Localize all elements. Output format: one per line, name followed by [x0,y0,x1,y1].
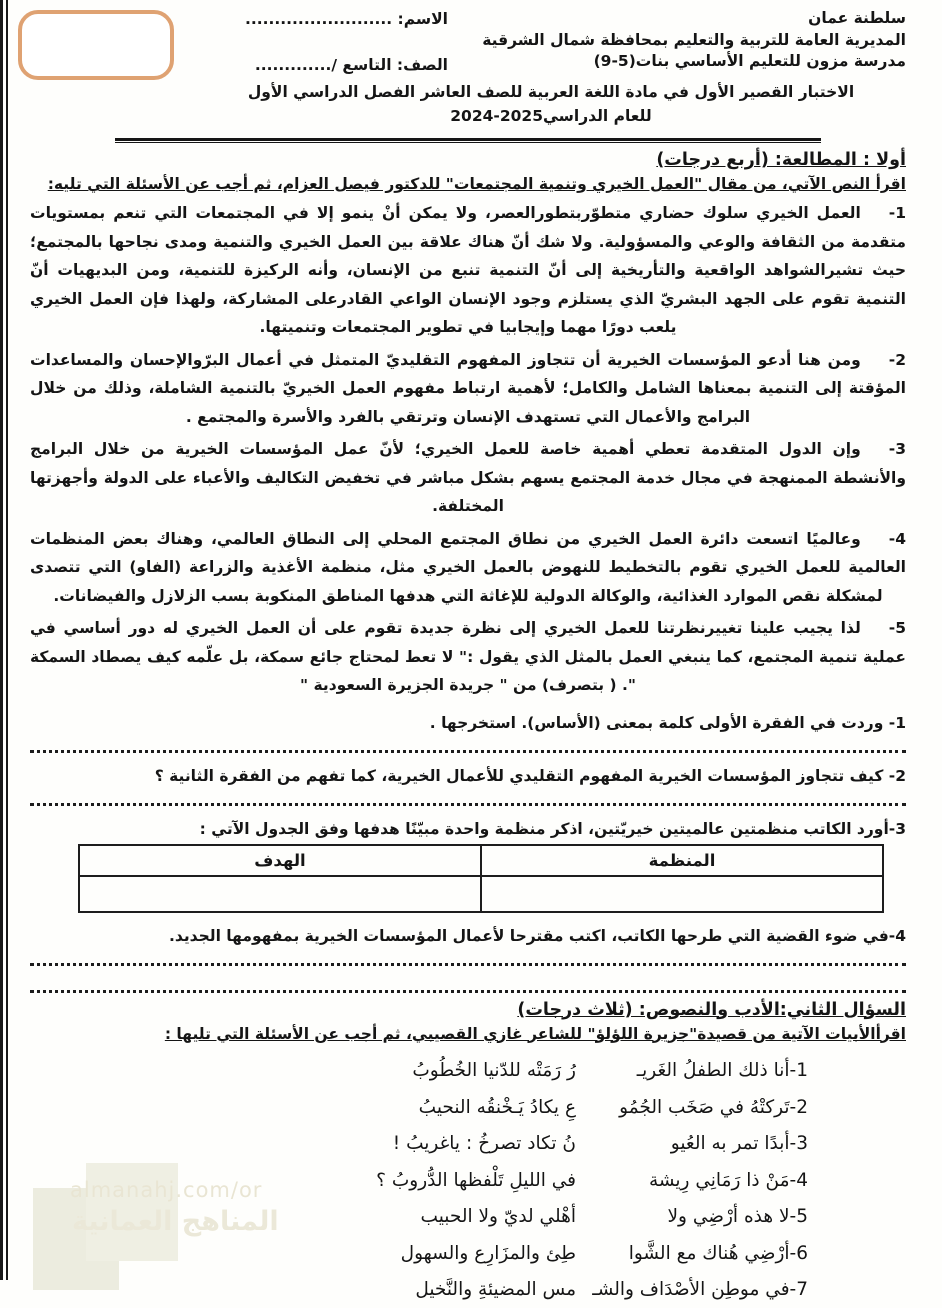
verse-second-hemistich: رُ رَمَتْه للدّنيا الخُطُوبُ [322,1060,576,1081]
poem-verse [322,1126,808,1163]
watermark-label: المناهج العمانية [72,1206,279,1237]
verse-first-hemistich: 5-لا هذه أرْضِي ولا [576,1206,808,1227]
paragraph-text: العمل الخيري سلوك حضاري متطوّربتطورالعصر، ولا يمكن أنْ ينمو إلا في المجتمعات التي تنعم بمستويات متقدمة من الثقافة والوعي والمسؤولية. ولا شك أنّ هناك علاقة بين العمل الخيري والتنمية ومدى نجاحها بالمجتمع؛ حيث تشيرالشواهد الواقعية والتأريخية إلى أنّ التنمية تنبع من الإنسان، وأنه الركيزة للتنمية، ومن البديهيات أنّ التنمية تقوم على الجهد البشريّ الذي يستلزم وجود الإنسان الواعي القادرعلى المشاركة، ولهذا فإن العمل الخيري يلعب دورًا مهما وإيجابيا في تطوير المجتمعات وتنميتها. [30,204,906,336]
org-line-directorate: المديرية العامة للتربية والتعليم بمحافظة شمال الشرقية [482,30,906,52]
org-line-school: مدرسة مزون للتعليم الأساسي بنات(5-9) [482,51,906,73]
reading-paragraph [30,435,906,521]
paragraph-number: 5- [889,619,906,637]
organization-block [482,8,906,73]
answer-line [30,750,906,753]
student-name-field: الاسم: ......................... [245,10,448,28]
question-4: 4-في ضوء القضية التي طرحها الكاتب، اكتب مقترحا لأعمال المؤسسات الخيرية بمفهومها الجديد. [30,927,906,945]
paragraph-text: وإن الدول المتقدمة تعطي أهمية خاصة للعمل الخيري؛ لأنّ عمل المؤسسات الخيرية من خلال البرامج والأنشطة الممنهجة في مجال خدمة المجتمع يسهم بشكل مباشر في تخفيض التكاليف والأعباء على الدولة وأجهزتها المختلفة. [30,440,906,515]
section1-title: أولا : المطالعة: (أربع درجات) [30,150,906,170]
reading-paragraph [30,346,906,432]
reading-text [30,199,906,700]
exam-title: الاختبار القصير الأول في مادة اللغة العربية للصف العاشر الفصل الدراسي الأول [236,83,866,101]
org-line-country: سلطنة عمان [482,8,906,30]
verse-second-hemistich: مس المضيئةِ والنَّخيل [322,1279,576,1300]
watermark-url: almanahj.com/or [70,1178,262,1202]
reading-paragraph [30,525,906,611]
table-cell-goal-answer [79,876,481,912]
paragraph-number: 3- [889,440,906,458]
question-3: 3-أورد الكاتب منظمتين عالميتين خيريّتين، اذكر منظمة واحدة مبيّنًا هدفها وفق الجدول الآتي : [30,820,906,838]
paragraph-number: 2- [889,351,906,369]
verse-second-hemistich: طِئ والمزَارِع والسهول [322,1243,576,1264]
student-class-field: الصف: التاسع /............. [255,56,448,74]
section1-intro: اقرأ النص الآتي، من مقال "العمل الخيري وتنمية المجتمعات" للدكتور فيصل العزام، ثم أجب عن الأسئلة التي تليه: [30,175,906,193]
answer-line [30,803,906,806]
paragraph-number: 1- [889,204,906,222]
verse-second-hemistich: في الليلِ تَلْفظها الدُّروبُ ؟ [322,1170,576,1191]
verse-second-hemistich: عِ يكادُ يَـخْنقُه النحيبُ [322,1097,576,1118]
verse-second-hemistich: أهْلي لديّ ولا الحبيب [322,1206,576,1227]
score-box [18,10,174,80]
reading-paragraph [30,614,906,700]
verse-first-hemistich: 6-أرْضِي هُناك مع الشَّوا [576,1243,808,1264]
poem-verse [322,1089,808,1126]
verse-first-hemistich: 4-مَنْ ذا رَمَانِي رِيشة [576,1170,808,1191]
academic-year: للعام الدراسي2025-2024 [236,107,866,125]
poem-block [322,1053,808,1308]
poem-verse [322,1199,808,1236]
verse-first-hemistich: 3-أبدًا تمر به العُيو [576,1133,808,1154]
verse-first-hemistich: 2-تَركتْهُ في صَخَب الجُمُو [576,1097,808,1118]
poem-verse [322,1235,808,1272]
answer-line [30,963,906,966]
poem-verse [322,1053,808,1090]
table-header-organization: المنظمة [481,845,883,876]
verse-first-hemistich: 7-في موطِن الأصْدَاف والشـ [576,1279,808,1300]
header-separator [115,138,821,143]
paragraph-text: لذا يجيب علينا تغييرنظرتنا للعمل الخيري إلى نظرة جديدة تقوم على أن العمل الخيري له دور أساسي في عملية تنمية المجتمع، كما ينبغي العمل بالمثل الذي يقول :" لا تعط لمحتاج جائع سمكة، بل علّمه كيف يصطاد السمكة ". ( بتصرف) من " جريدة الجزيرة السعودية " [30,619,906,694]
verse-second-hemistich: نُ تكاد تصرخُ : ياغريبُ ! [322,1133,576,1154]
table-header-goal: الهدف [79,845,481,876]
question-1: 1- وردت في الفقرة الأولى كلمة بمعنى (الأساس). استخرجها . [30,714,906,732]
section2-title: السؤال الثاني:الأدب والنصوص: (ثلاث درجات) [30,1000,906,1020]
verse-first-hemistich: 1-أنا ذلك الطفلُ الغَريـ [576,1060,808,1081]
table-cell-organization-answer [481,876,883,912]
organization-goal-table [78,844,884,913]
poem-verse [322,1272,808,1308]
paragraph-text: ومن هنا أدعو المؤسسات الخيرية أن تتجاوز المفهوم التقليديّ المتمثل في أعمال البرّوالإحسان والمساعدات المؤقتة إلى التنمية بمعناها الشامل والكامل؛ لأهمية ارتباط مفهوم العمل الخيريّ بالتنمية الشاملة، وذلك من خلال البرامج والأعمال التي تستهدف الإنسان وترتقي بالفرد والأسرة والمجتمع . [30,351,906,426]
paragraph-text: وعالميًا اتسعت دائرة العمل الخيري من نطاق المجتمع المحلي إلى النطاق العالمي، وهناك بعض المنظمات العالمية للعمل الخيري تقوم بالتخطيط للنهوض بالعمل الخيري مثل، منظمة الأغذية والزراعة (الفاو) التي تتصدى لمشكلة نقص الموارد الغذائية، والوكالة الدولية للإغاثة التي هدفها المناطق المنكوبة بسب الزلازل والفيضانات. [30,530,906,605]
paragraph-number: 4- [889,530,906,548]
answer-line [30,990,906,993]
reading-paragraph [30,199,906,342]
poem-verse [322,1162,808,1199]
section2-intro: اقرأالأبيات الآتية من قصيدة"جزيرة اللؤلؤ" للشاعر غازي القصيبي، ثم أجب عن الأسئلة التي تليها : [30,1025,906,1043]
scan-edge-line [0,0,8,1280]
question-2: 2- كيف تتجاوز المؤسسات الخيرية المفهوم التقليدي للأعمال الخيرية، كما تفهم من الفقرة الثانية ؟ [30,767,906,785]
